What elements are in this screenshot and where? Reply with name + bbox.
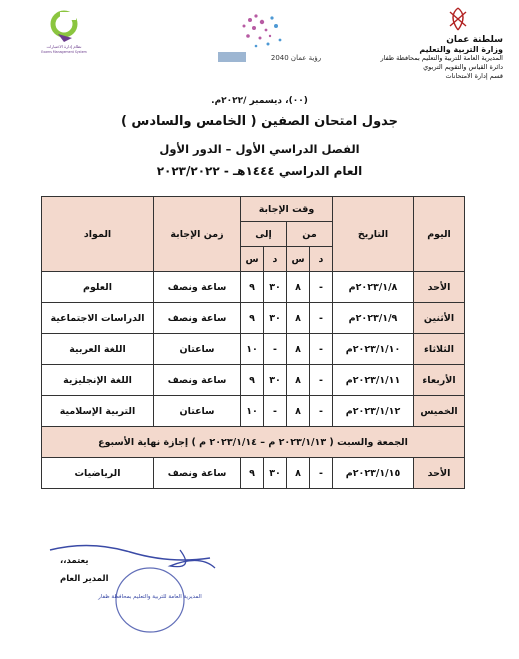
table-row [42,272,465,303]
header-from-hours: س [287,247,310,272]
cell-to-minutes: - [264,396,287,427]
cell-to-hours: ١٠ [241,334,264,365]
cell-to-hours: ١٠ [241,396,264,427]
cell-duration: ساعة ونصف [154,365,241,396]
header-duration: زمن الإجابة [154,197,241,272]
exam-schedule-table [41,196,465,489]
academic-year-subtitle: العام الدراسي ١٤٤٤هـ - ٢٠٢٣/٢٠٢٢ [156,164,363,178]
header-day: اليوم [414,197,465,272]
cell-day: الأثنين [414,303,465,334]
table-row [42,458,465,489]
header-to: إلى [241,222,287,247]
weekend-note: الجمعة والسبت ( ٢٠٢٣/١/١٣ م – ٢٠٢٣/١/١٤ م ) إجازة نهاية الأسبوع [42,427,465,458]
cell-day: الخميس [414,396,465,427]
cell-from-minutes: - [310,458,333,489]
header-from: من [287,222,333,247]
cell-subject: العلوم [42,272,154,303]
table-row [42,303,465,334]
director-general-label: المدير العام [60,574,109,584]
main-title: جدول امتحان الصفين ( الخامس والسادس ) [120,114,399,129]
ministry-line-1: سلطنة عمان [446,35,503,45]
cell-to-minutes: ٣٠ [264,272,287,303]
date-line: (٠٠)، ديسمبر /٢٠٢٢م. [211,96,308,106]
cell-subject: اللغة الإنجليزية [42,365,154,396]
header-answer-time: وقت الإجابة [241,197,333,222]
oman-emblem [380,4,475,34]
cell-to-hours: ٩ [241,272,264,303]
cell-date: ٢٠٢٣/١/١٢م [333,396,414,427]
cell-date: ٢٠٢٣/١/٨م [333,272,414,303]
ministry-line-5: قسم إدارة الامتحانات [445,72,503,80]
cell-from-hours: ٨ [287,365,310,396]
mid-logo-caption: رؤية عمان 2040 [270,54,322,62]
header-date: التاريخ [333,197,414,272]
approval-label: يعتمد،، [60,556,89,566]
cell-day: الأحد [414,272,465,303]
header-to-minutes: د [264,247,287,272]
stamp-text: المديرية العامة للتربية والتعليم بمحافظة ظفار [98,594,202,600]
cell-duration: ساعة ونصف [154,458,241,489]
cell-from-hours: ٨ [287,303,310,334]
cell-duration: ساعتان [154,334,241,365]
cell-from-minutes: - [310,303,333,334]
header-from-minutes: د [310,247,333,272]
cell-subject: الدراسات الاجتماعية [42,303,154,334]
weekend-row [42,427,465,458]
cell-day: الثلاثاء [414,334,465,365]
cell-date: ٢٠٢٣/١/١٥م [333,458,414,489]
cell-duration: ساعة ونصف [154,272,241,303]
cell-from-minutes: - [310,396,333,427]
cell-from-minutes: - [310,334,333,365]
left-logo-caption-en: Exams Management System [41,50,87,54]
cell-date: ٢٠٢٣/١/٩م [333,303,414,334]
cell-to-minutes: ٣٠ [264,458,287,489]
ministry-lines [381,36,504,81]
table-row [42,365,465,396]
cell-to-hours: ٩ [241,303,264,334]
ministry-line-3: المديرية العامة للتربية والتعليم بمحافظة ظفار [380,54,503,62]
cell-subject: اللغة العربية [42,334,154,365]
vision-2040-logo [210,6,330,78]
cell-to-minutes: - [264,334,287,365]
cell-day: الأحد [414,458,465,489]
semester-subtitle: الفصل الدراسي الأول – الدور الأول [159,142,360,156]
cell-from-hours: ٨ [287,458,310,489]
cell-to-minutes: ٣٠ [264,303,287,334]
left-logo-caption: نظام إدارة الاختبارات [46,44,82,49]
ministry-line-2: وزارة التربية والتعليم [419,45,503,54]
table-row [42,396,465,427]
cell-to-hours: ٩ [241,458,264,489]
cell-from-hours: ٨ [287,272,310,303]
table-row [42,334,465,365]
cell-subject: الرياضيات [42,458,154,489]
cell-to-hours: ٩ [241,365,264,396]
cell-date: ٢٠٢٣/١/١١م [333,365,414,396]
cell-date: ٢٠٢٣/١/١٠م [333,334,414,365]
cell-day: الأربعاء [414,365,465,396]
header-to-hours: س [241,247,264,272]
header-subject: المواد [42,197,154,272]
exams-system-logo [36,8,92,54]
cell-duration: ساعة ونصف [154,303,241,334]
cell-from-minutes: - [310,272,333,303]
cell-duration: ساعتان [154,396,241,427]
cell-from-hours: ٨ [287,334,310,365]
ministry-line-4: دائرة القياس والتقويم التربوي [423,63,503,71]
cell-subject: التربية الإسلامية [42,396,154,427]
cell-to-minutes: ٣٠ [264,365,287,396]
cell-from-hours: ٨ [287,396,310,427]
cell-from-minutes: - [310,365,333,396]
